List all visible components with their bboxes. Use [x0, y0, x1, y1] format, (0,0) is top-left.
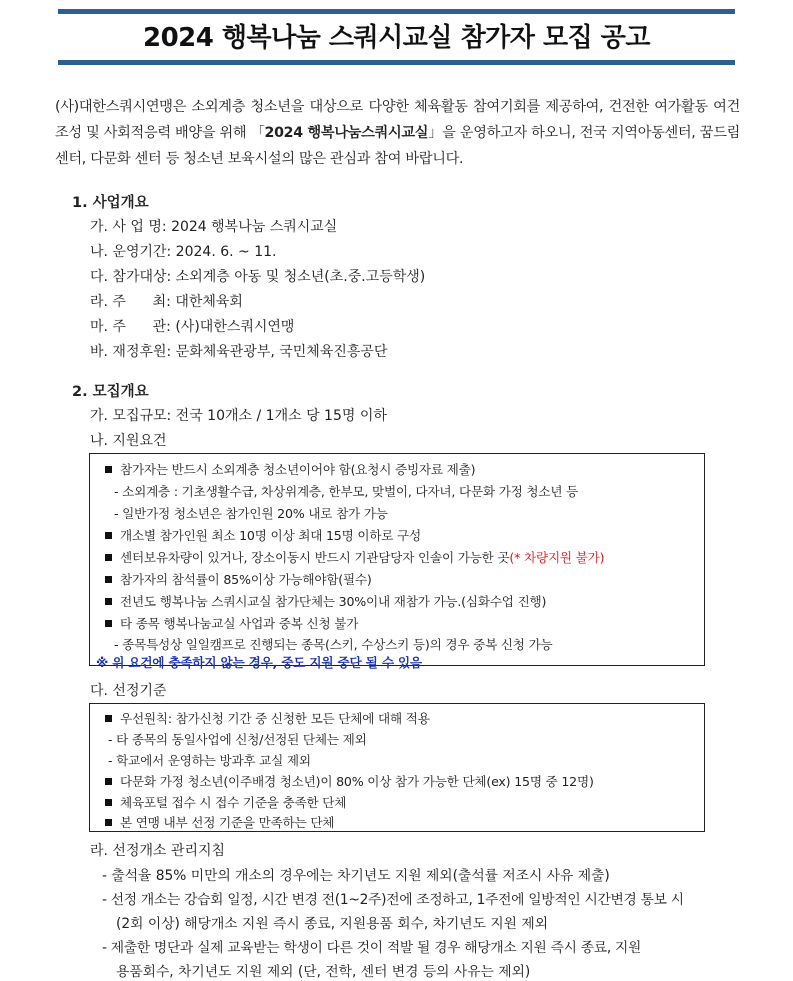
section2-heading: 2. 모집개요 — [72, 384, 149, 400]
bullet-square-icon — [105, 598, 112, 605]
bullet-square-icon — [105, 532, 112, 539]
requirement-subitem: - 소외계층 : 기초생활수급, 차상위계층, 한부모, 맞벌이, 다자녀, 다문화 가정 청소년 등 — [114, 484, 579, 499]
requirement-item: 전년도 행복나눔 스쿼시교실 참가단체는 30%이내 재참가 가능.(심화수업 진행) — [105, 591, 546, 610]
bullet-square-icon — [105, 554, 112, 561]
requirements-heading: 나. 지원요건 — [90, 433, 167, 449]
overview-item: 라. 주 최: 대한체육회 — [90, 294, 243, 310]
intro-text-bold: 2024 행복나눔스쿼시교실 — [264, 125, 429, 141]
selection-item: 다문화 가정 청소년(이주배경 청소년)이 80% 이상 참가 가능한 단체(ex) 15명 중 12명) — [105, 771, 594, 790]
requirement-item: 참가자는 반드시 소외계층 청소년이어야 함(요청시 증빙자료 제출) — [105, 459, 475, 478]
selection-box — [89, 703, 705, 832]
requirement-item: 개소별 참가인원 최소 10명 이상 최대 15명 이하로 구성 — [105, 525, 421, 544]
requirement-warning: ※ 위 요건에 충족하지 않는 경우, 중도 지원 중단 될 수 있음 — [96, 655, 422, 670]
title-bottom-rule — [58, 60, 735, 65]
bullet-square-icon — [105, 799, 112, 806]
bullet-square-icon — [105, 620, 112, 627]
management-item: - 제출한 명단과 실제 교육받는 학생이 다른 것이 적발 될 경우 해당개소 지원 즉시 종료, 지원 — [102, 940, 642, 956]
intro-text-pre: (사)대한스쿼시연맹은 소외계층 청소년을 대상으로 다양한 체육활동 참여기회를 제공하여, 건전한 여가활동 여건조성 및 사회적응력 배양을 위해 「 — [55, 99, 740, 141]
requirement-item: 센터보유차량이 있거나, 장소이동시 반드시 기관담당자 인솔이 가능한 곳(* 차량지원 불가) — [105, 547, 604, 566]
bullet-square-icon — [105, 466, 112, 473]
management-item: - 선정 개소는 강습회 일정, 시간 변경 전(1~2주)전에 조정하고, 1주전에 일방적인 시간변경 통보 시 — [102, 892, 684, 908]
bullet-square-icon — [105, 576, 112, 583]
recruit-scale: 가. 모집규모: 전국 10개소 / 1개소 당 15명 이하 — [90, 408, 387, 424]
vehicle-note: (* 차량지원 불가) — [509, 550, 605, 565]
requirements-box — [89, 453, 705, 670]
selection-subitem: - 학교에서 운영하는 방과후 교실 제외 — [108, 753, 311, 768]
selection-heading: 다. 선정기준 — [90, 683, 167, 699]
overview-item: 바. 재정후원: 문화체육관광부, 국민체육진흥공단 — [90, 344, 388, 360]
requirement-subitem: - 종목특성상 일일캠프로 진행되는 종목(스키, 수상스키 등)의 경우 중복 신청 가능 — [114, 637, 553, 652]
overview-item: 나. 운영기간: 2024. 6. ~ 11. — [90, 244, 277, 260]
overview-item: 마. 주 관: (사)대한스쿼시연맹 — [90, 319, 295, 335]
overview-item: 다. 참가대상: 소외계층 아동 및 청소년(초.중.고등학생) — [90, 269, 426, 285]
management-item-continued: (2회 이상) 해당개소 지원 즉시 종료, 지원용품 회수, 차기년도 지원 제외 — [116, 916, 549, 932]
intro-paragraph — [55, 94, 740, 172]
requirement-item: 타 종목 행복나눔교실 사업과 중복 신청 불가 — [105, 613, 358, 632]
requirement-item: 참가자의 참석률이 85%이상 가능해야함(필수) — [105, 569, 372, 588]
selection-item: 체육포털 접수 시 접수 기준을 충족한 단체 — [105, 792, 346, 811]
intro-text-post: 」을 운영하고자 하오니, 전국 지역아동센터, 꿈드림센터, 다문화 센터 등 청소년 보육시설의 많은 관심과 참여 바랍니다. — [55, 125, 740, 167]
bullet-square-icon — [105, 819, 112, 826]
overview-item: 가. 사 업 명: 2024 행복나눔 스쿼시교실 — [90, 219, 338, 235]
selection-item: 우선원칙: 참가신청 기간 중 신청한 모든 단체에 대해 적용 — [105, 708, 430, 727]
bullet-square-icon — [105, 778, 112, 785]
section1-heading: 1. 사업개요 — [72, 195, 149, 211]
management-item-continued: 용품회수, 차기년도 지원 제외 (단, 전학, 센터 변경 등의 사유는 제외) — [116, 964, 531, 980]
page-title: 2024 행복나눔 스쿼시교실 참가자 모집 공고 — [143, 23, 650, 53]
bullet-square-icon — [105, 715, 112, 722]
requirement-subitem: - 일반가정 청소년은 참가인원 20% 내로 참가 가능 — [114, 506, 388, 521]
management-heading: 라. 선정개소 관리지침 — [90, 843, 226, 859]
selection-item: 본 연맹 내부 선정 기준을 만족하는 단체 — [105, 812, 334, 831]
title-top-rule — [58, 9, 735, 14]
selection-subitem: - 타 종목의 동일사업에 신청/선정된 단체는 제외 — [108, 732, 367, 747]
management-item: - 출석율 85% 미만의 개소의 경우에는 차기년도 지원 제외(출석률 저조시 사유 제출) — [102, 868, 610, 884]
